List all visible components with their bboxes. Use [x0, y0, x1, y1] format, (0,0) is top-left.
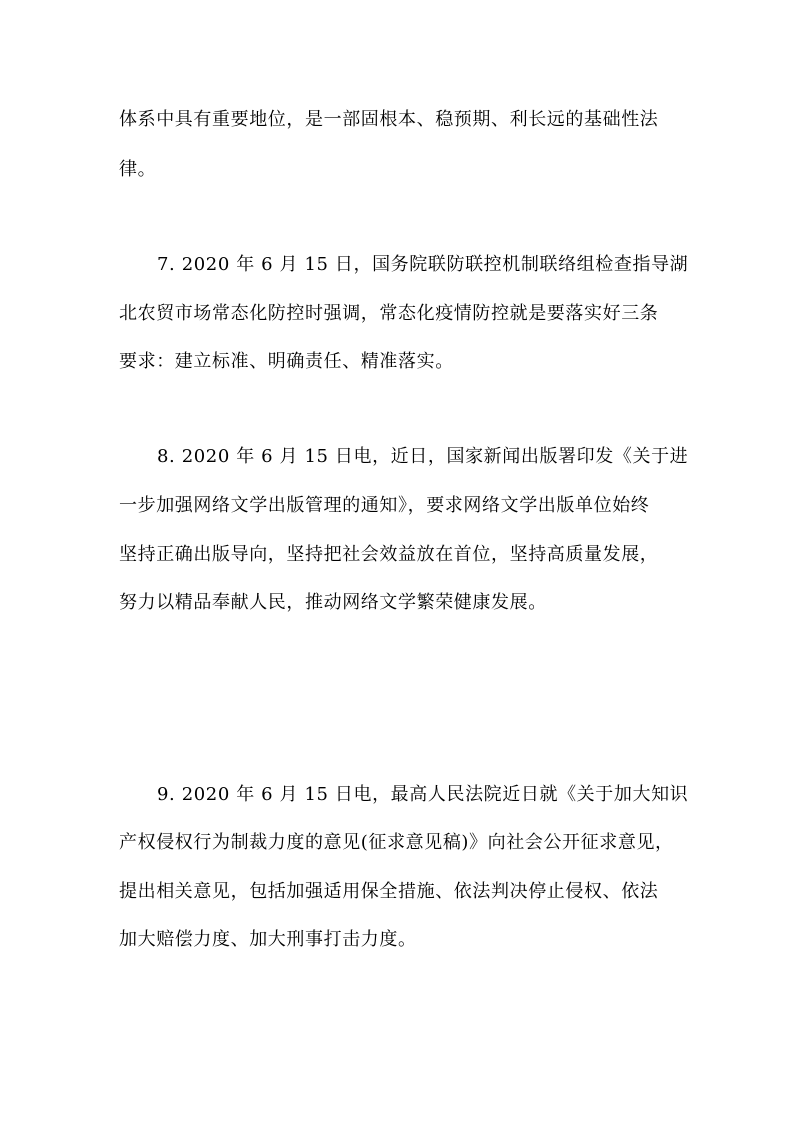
- paragraph-9-line-1: 9. 2020 年 6 月 15 日电，最高人民法院近日就《关于加大知识: [157, 784, 689, 805]
- paragraph-9-line-4: 加大赔偿力度、加大刑事打击力度。: [119, 929, 417, 950]
- paragraph-6-line-1: 体系中具有重要地位，是一部固根本、稳预期、利长远的基础性法: [119, 109, 659, 130]
- paragraph-9-line-2: 产权侵权行为制裁力度的意见(征求意见稿)》向社会公开征求意见，: [119, 832, 674, 853]
- paragraph-7-line-2: 北农贸市场常态化防控时强调，常态化疫情防控就是要落实好三条: [119, 303, 659, 324]
- paragraph-8-line-2: 一步加强网络文学出版管理的通知》，要求网络文学出版单位始终: [119, 495, 650, 516]
- paragraph-7-line-1: 7. 2020 年 6 月 15 日，国务院联防联控机制联络组检查指导湖: [157, 254, 689, 275]
- paragraph-7-line-3: 要求：建立标准、明确责任、精准落实。: [119, 351, 454, 372]
- paragraph-6-line-2: 律。: [119, 159, 157, 180]
- paragraph-8-line-3: 坚持正确出版导向，坚持把社会效益放在首位，坚持高质量发展，: [119, 544, 659, 565]
- paragraph-8-line-4: 努力以精品奉献人民，推动网络文学繁荣健康发展。: [119, 592, 547, 613]
- paragraph-8-line-1: 8. 2020 年 6 月 15 日电，近日，国家新闻出版署印发《关于进: [157, 446, 689, 467]
- paragraph-9-line-3: 提出相关意见，包括加强适用保全措施、依法判决停止侵权、依法: [119, 881, 659, 902]
